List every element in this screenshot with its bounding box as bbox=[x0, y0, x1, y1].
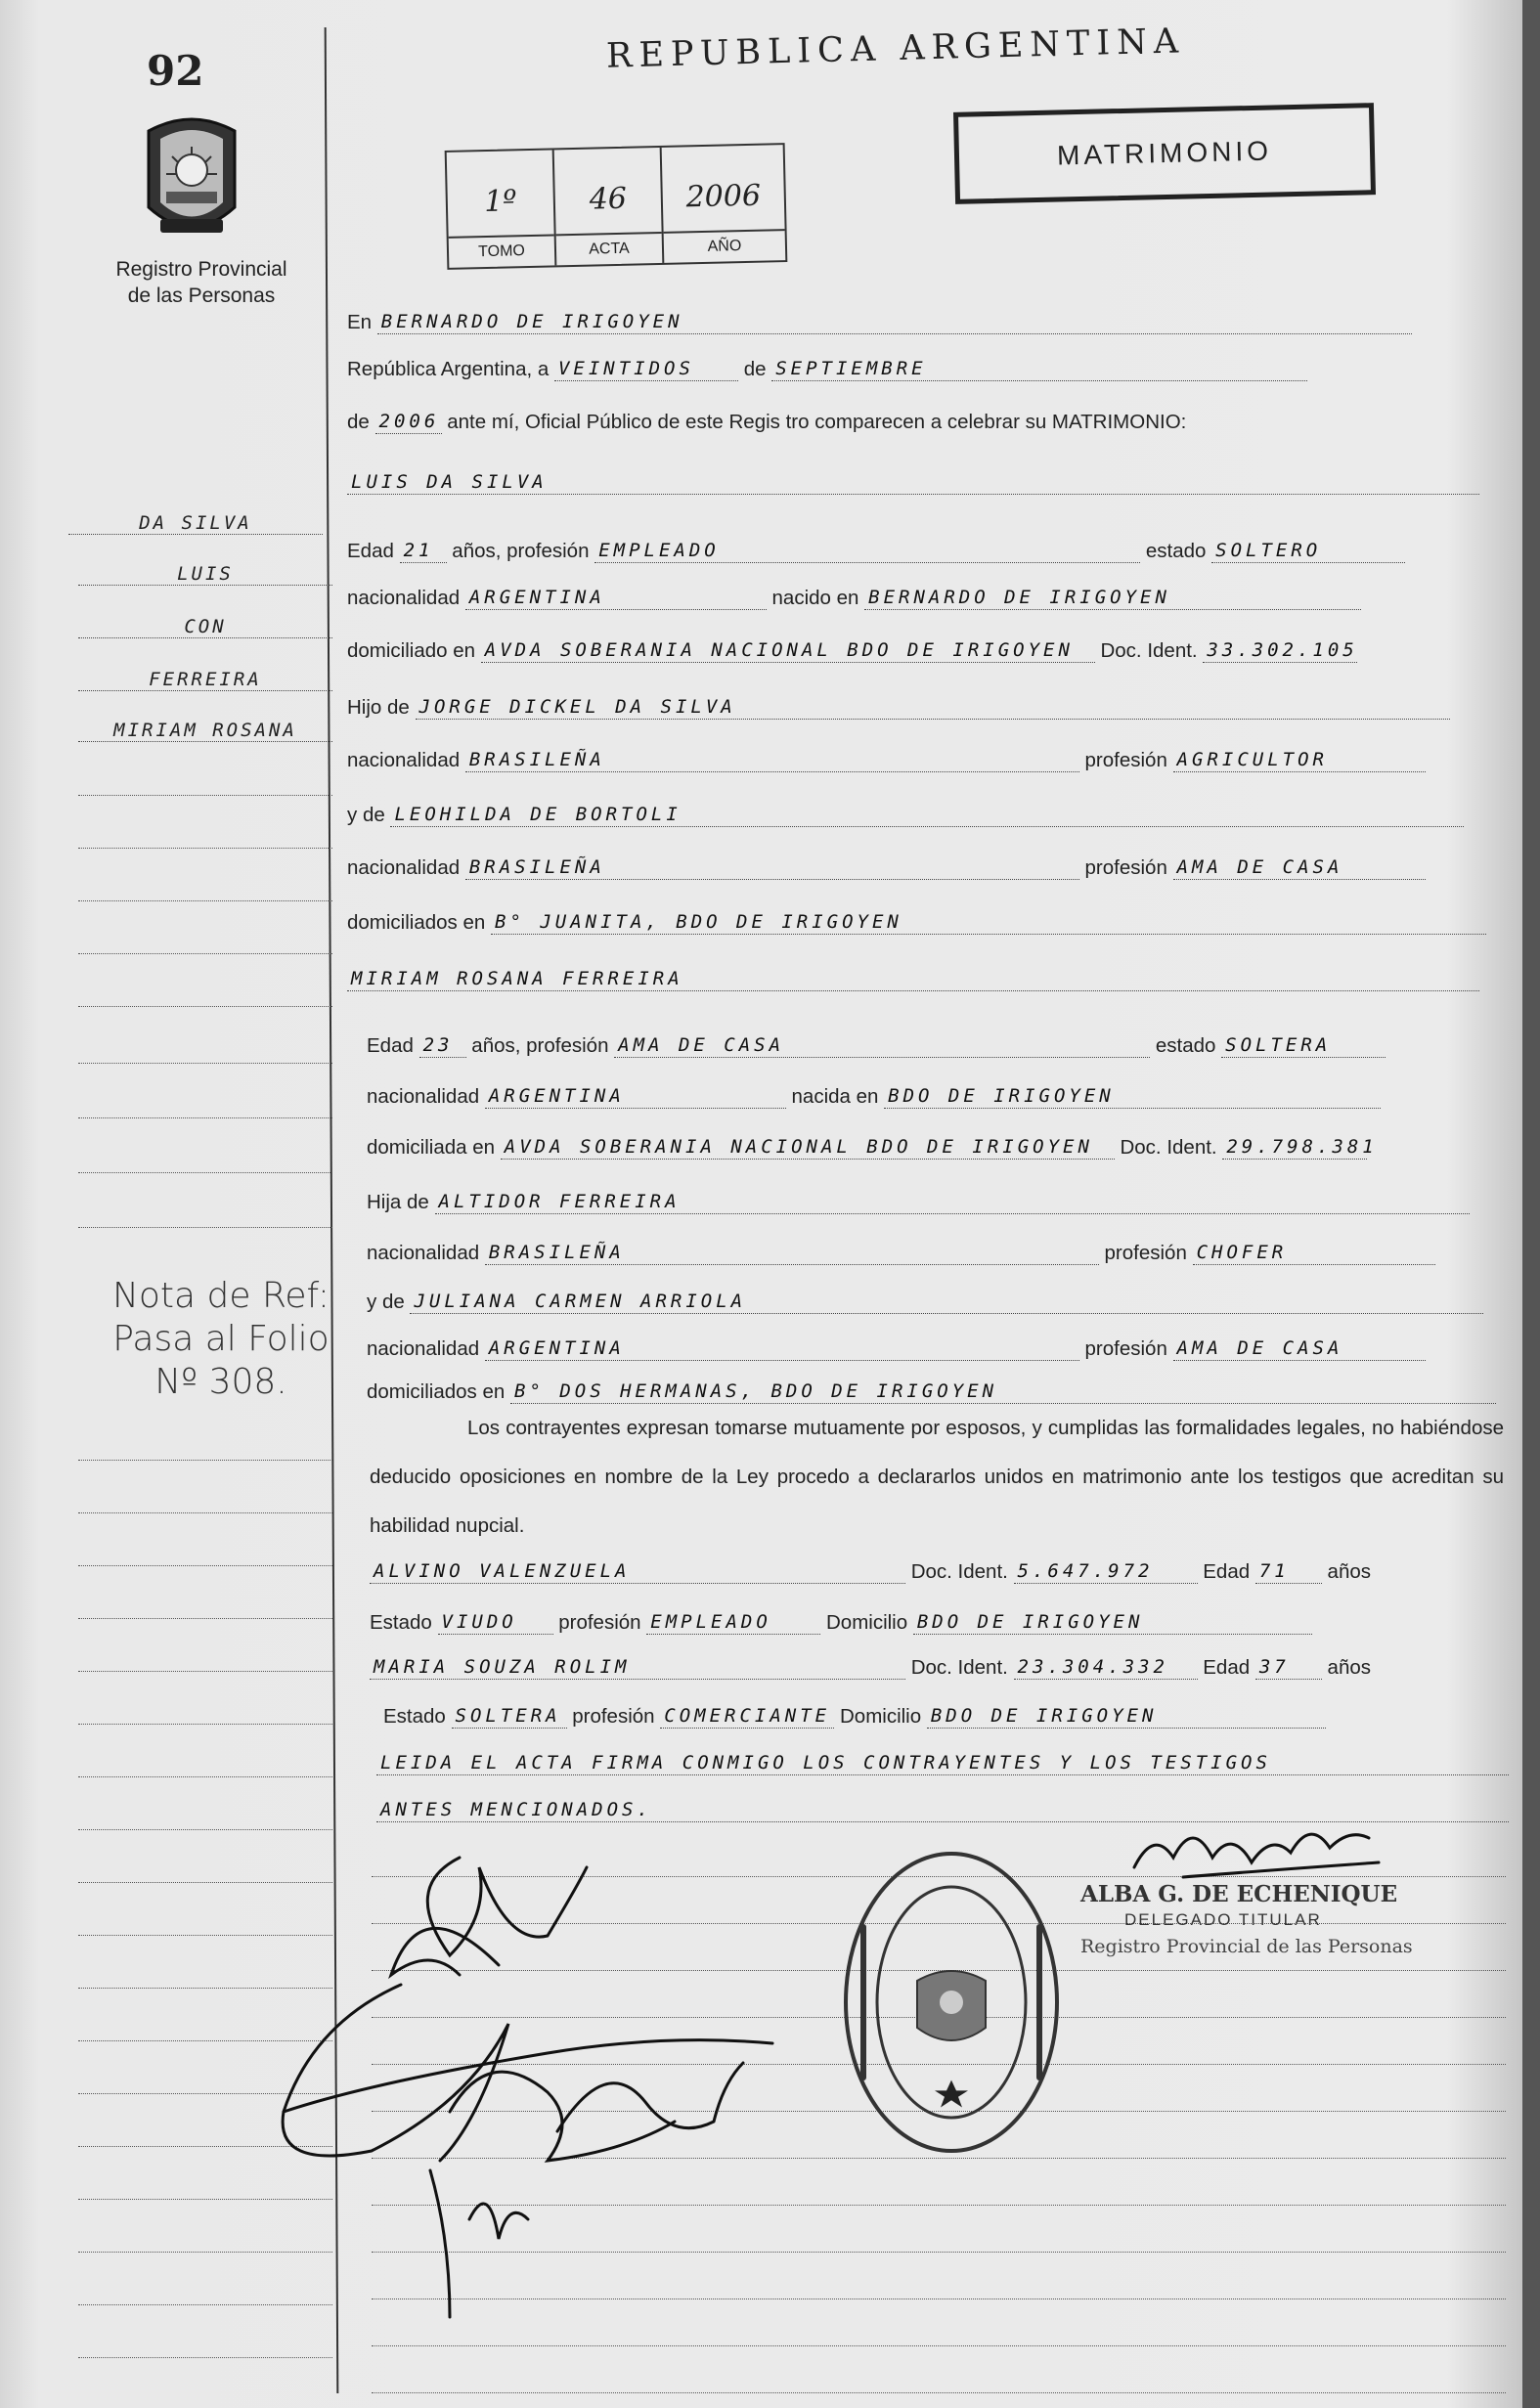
folio-number: 92 bbox=[147, 47, 204, 95]
contrayente1-nombre-row bbox=[347, 471, 1506, 504]
cierre-line1: LEIDA EL ACTA FIRMA CONMIGO LOS CONTRAYENTES Y LOS TESTIGOS bbox=[376, 1752, 1535, 1785]
registro-provincial-label: Registro Provincial de las Personas bbox=[115, 258, 287, 307]
contrayente2-padres-dom-row: domiciliados en B° DOS HERMANAS, BDO DE IRIGOYEN bbox=[367, 1380, 1525, 1414]
contrayente2-nac-row: nacionalidad ARGENTINA nacida en BDO DE IRIGOYEN bbox=[367, 1085, 1525, 1118]
margin-ruled-line bbox=[78, 952, 332, 954]
margin-ruled-line bbox=[78, 1511, 332, 1513]
signatures-icon bbox=[254, 1828, 802, 2337]
contrayente1-padre-row: Hijo de JORGE DICKEL DA SILVA bbox=[347, 696, 1506, 729]
margin-ruled-line bbox=[78, 1226, 332, 1228]
official-signature-icon bbox=[1124, 1809, 1398, 1897]
margin-ruled-line bbox=[78, 794, 332, 796]
lugar-row: En BERNARDO DE IRIGOYEN bbox=[347, 311, 1506, 344]
nota-de-referencia: Nota de Ref: Pasa al Folio Nº 308. bbox=[111, 1276, 330, 1402]
lugar-value: BERNARDO DE IRIGOYEN bbox=[377, 311, 1412, 334]
contrayente1-edad-row: Edad 21 años, profesión EMPLEADO estado SOLTERO bbox=[347, 540, 1506, 573]
oficial-nombre: ALBA G. DE ECHENIQUE bbox=[1080, 1881, 1398, 1907]
ano-cell: 2006 AÑO bbox=[662, 145, 786, 263]
margen-con: CON bbox=[78, 616, 332, 638]
page-title: REPUBLICA ARGENTINA bbox=[605, 22, 1186, 76]
declaracion-text: Los contrayentes expresan tomarse mutuamente por esposos, y cumplidas las formalidades legales, no habiéndose deducido oposiciones en nombre de la Ley procedo a declararlos unidos en matrimonio ante los testigos que acreditan su habilidad nupcial. bbox=[370, 1417, 1504, 1537]
contrayente1-madre-row: y de LEOHILDA DE BORTOLI bbox=[347, 804, 1506, 837]
registry-table bbox=[445, 143, 788, 270]
margin-ruled-line bbox=[78, 1005, 332, 1007]
ruled-line bbox=[372, 2344, 1506, 2346]
tomo-cell: 1º TOMO bbox=[447, 150, 557, 267]
margin-ruled-line bbox=[78, 1564, 332, 1566]
fecha-dia: VEINTIDOS bbox=[554, 358, 738, 381]
misiones-crest-icon bbox=[139, 109, 244, 251]
margin-ruled-line bbox=[78, 1116, 332, 1118]
testigo1-estado-row: Estado VIUDO profesión EMPLEADO Domicilio BDO DE IRIGOYEN bbox=[370, 1611, 1528, 1644]
contrayente2-madre-row: y de JULIANA CARMEN ARRIOLA bbox=[367, 1291, 1525, 1324]
margin-ruled-line bbox=[78, 1670, 332, 1672]
fecha-anio: 2006 bbox=[375, 411, 442, 434]
certificate-type-box: MATRIMONIO bbox=[953, 103, 1376, 204]
fecha-mes: SEPTIEMBRE bbox=[771, 358, 1307, 381]
margin-ruled-line bbox=[78, 1775, 332, 1777]
contrayente1-madre-nac-row: nacionalidad BRASILEÑA profesión AMA DE CASA bbox=[347, 856, 1506, 890]
margen-apellido1: DA SILVA bbox=[68, 512, 323, 535]
contrayente1-padre-nac-row: nacionalidad BRASILEÑA profesión AGRICULTOR bbox=[347, 749, 1506, 782]
contrayente2-padre-row: Hija de ALTIDOR FERREIRA bbox=[367, 1191, 1525, 1224]
testigo2-estado-row: Estado SOLTERA profesión COMERCIANTE Domicilio BDO DE IRIGOYEN bbox=[383, 1705, 1540, 1738]
margen-apellido2: FERREIRA bbox=[78, 669, 332, 691]
testigo2-row: MARIA SOUZA ROLIM Doc. Ident. 23.304.332 Edad 37 años bbox=[370, 1656, 1528, 1689]
margen-nombre2: MIRIAM ROSANA bbox=[78, 720, 332, 742]
contrayente1-padres-dom-row: domiciliados en B° JUANITA, BDO DE IRIGOYEN bbox=[347, 911, 1506, 944]
official-stamp bbox=[841, 1846, 1062, 2159]
ruled-line bbox=[372, 2391, 1506, 2393]
margin-ruled-line bbox=[78, 1617, 332, 1619]
contrayente2-nombre-row bbox=[347, 968, 1506, 1001]
margin-ruled-line bbox=[78, 847, 332, 849]
margin-ruled-line bbox=[78, 1062, 332, 1064]
contrayente2-padre-nac-row: nacionalidad BRASILEÑA profesión CHOFER bbox=[367, 1242, 1525, 1275]
contrayente1-nac-row: nacionalidad ARGENTINA nacido en BERNARDO DE IRIGOYEN bbox=[347, 587, 1506, 620]
oficial-cargo: DELEGADO TITULAR bbox=[1124, 1910, 1322, 1929]
contrayente2-edad-row: Edad 23 años, profesión AMA DE CASA estado SOLTERA bbox=[367, 1034, 1525, 1068]
contrayente2-dom-row: domiciliada en AVDA SOBERANIA NACIONAL BDO DE IRIGOYEN Doc. Ident. 29.798.381 bbox=[367, 1136, 1378, 1159]
contrayente1-nombre: LUIS DA SILVA bbox=[347, 471, 1479, 495]
fecha-anio-row: de 2006 ante mí, Oficial Público de este Regis tro comparecen a celebrar su MATRIMONIO: bbox=[347, 411, 1187, 433]
margin-ruled-line bbox=[78, 1723, 332, 1725]
testigo1-row: ALVINO VALENZUELA Doc. Ident. 5.647.972 Edad 71 años bbox=[370, 1560, 1528, 1594]
margin-ruled-line bbox=[78, 1171, 332, 1173]
contrayente1-dom-row: domiciliado en AVDA SOBERANIA NACIONAL BDO DE IRIGOYEN Doc. Ident. 33.302.105 bbox=[347, 639, 1358, 662]
margin-ruled-line bbox=[78, 2356, 332, 2358]
acta-cell: 46 ACTA bbox=[554, 148, 665, 265]
cierre-line2: ANTES MENCIONADOS. bbox=[376, 1799, 1535, 1832]
fecha-row: República Argentina, a VEINTIDOS de SEPTIEMBRE bbox=[347, 358, 1506, 391]
margin-ruled-line bbox=[78, 899, 332, 901]
contrayente2-nombre: MIRIAM ROSANA FERREIRA bbox=[347, 968, 1479, 991]
margen-nombre1: LUIS bbox=[78, 563, 332, 586]
contrayente2-madre-nac-row: nacionalidad ARGENTINA profesión AMA DE CASA bbox=[367, 1337, 1525, 1371]
oficial-entidad: Registro Provincial de las Personas bbox=[1080, 1936, 1413, 1957]
margin-ruled-line bbox=[78, 1459, 332, 1461]
